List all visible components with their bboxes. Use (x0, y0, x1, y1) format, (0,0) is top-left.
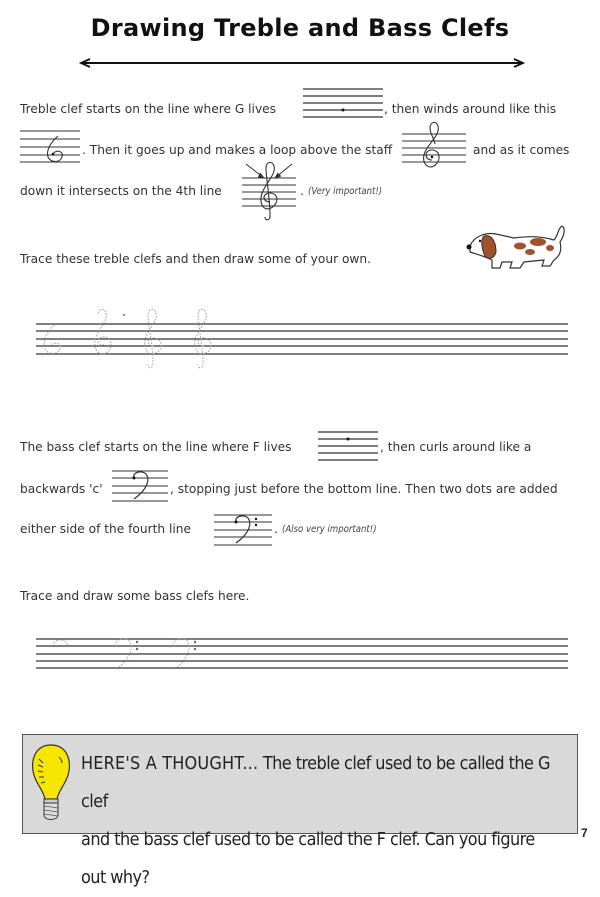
bass-line2-continued: , stopping just before the bottom line. Then two dots are added (170, 482, 558, 496)
treble-tracing-staff[interactable] (36, 305, 568, 375)
treble-line1-continued: , then winds around like this (384, 102, 557, 116)
bass-line1-text: The bass clef starts on the line where F lives (20, 440, 292, 454)
treble-para-line-1 (20, 102, 276, 116)
staff-treble-complete-icon (238, 158, 300, 222)
staff-treble-curl-icon (20, 129, 80, 163)
double-arrow-divider (78, 58, 526, 68)
treble-line2-text: . Then it goes up and makes a loop above the staff (82, 143, 393, 157)
staff-g-line-icon (303, 87, 383, 119)
staff-treble-loop-icon (402, 120, 466, 170)
bass-tracing-staff[interactable] (36, 630, 568, 670)
staff-bass-complete-icon (214, 513, 272, 547)
page-number: 7 (581, 826, 588, 840)
heres-a-thought-callout (22, 734, 578, 888)
light-bulb-icon (29, 743, 73, 827)
bass-line1-continued: , then curls around like a (380, 440, 532, 454)
very-important-note: (Very important!) (308, 186, 383, 197)
callout-lead: HERE'S A THOUGHT... (81, 754, 259, 774)
callout-line1-rest: The treble clef used to be called the G clef (81, 754, 550, 812)
callout-line-2: and the bass clef used to be called the F clef. Can you figure out why? (81, 830, 535, 888)
bass-line2-text: backwards 'c' (20, 482, 103, 496)
also-very-important-note: (Also very important!) (282, 524, 377, 535)
treble-trace-instruction: Trace these treble clefs and then draw some of your own. (20, 252, 371, 266)
callout-line-1 (81, 745, 559, 821)
bass-trace-instruction: Trace and draw some bass clefs here. (20, 589, 250, 603)
treble-line2-continued: and as it comes (473, 143, 570, 157)
staff-bass-curl-icon (112, 469, 168, 503)
bass-line3-text: either side of the fourth line (20, 522, 191, 536)
treble-line3-text: down it intersects on the 4th line (20, 184, 222, 198)
basset-hound-illustration (462, 222, 570, 272)
bass-line3-period: . (274, 522, 278, 536)
page-title: Drawing Treble and Bass Clefs (90, 14, 510, 42)
treble-line1-text: Treble clef starts on the line where G lives (20, 102, 277, 116)
staff-f-line-icon (318, 430, 378, 462)
treble-line3-period: . (300, 184, 304, 198)
callout-text (81, 745, 559, 897)
